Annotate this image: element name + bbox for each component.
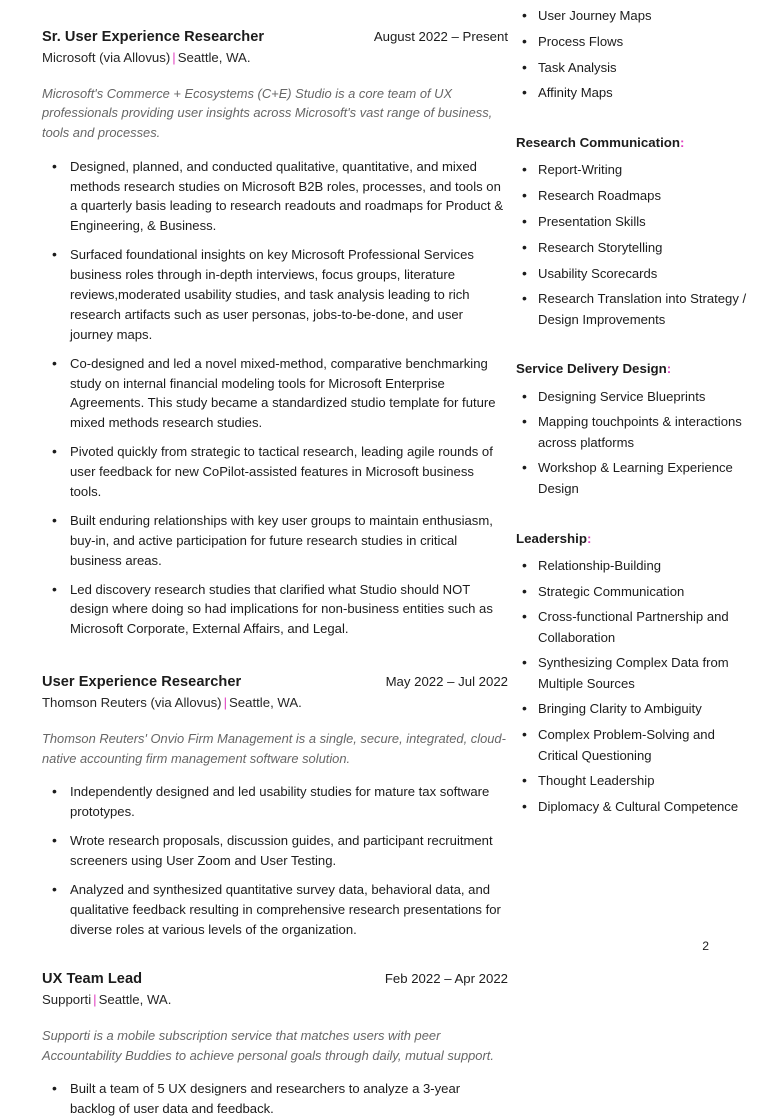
job-dates: August 2022 – Present: [373, 29, 508, 44]
list-item: • Independently designed and led usability studies for mature tax software prototypes.: [42, 782, 508, 822]
list-item: • Process Flows: [516, 32, 747, 52]
job-header-row: [42, 28, 508, 47]
list-item: • Thought Leadership: [516, 771, 747, 791]
job-header-row: [42, 673, 508, 692]
job-title: Sr. User Experience Researcher: [42, 29, 265, 45]
list-item: • Bringing Clarity to Ambiguity: [516, 699, 747, 719]
list-item: • Designing Service Blueprints: [516, 387, 747, 407]
page-number: 2: [702, 939, 709, 953]
list-item: • Diplomacy & Cultural Competence: [516, 797, 747, 817]
list-item: • Research Translation into Strategy / Design Improvements: [516, 289, 747, 330]
job-title: User Experience Researcher: [42, 674, 242, 691]
job-location: Seattle, WA.: [177, 49, 251, 65]
list-item: • User Journey Maps: [516, 6, 747, 26]
list-item: • Workshop & Learning Experience Design: [516, 458, 747, 499]
list-item: • Analyzed and synthesized quantitative survey data, behavioral data, and qualitative feedback resulting in comprehensive research presentations for diverse roles at various levels of the organization.: [42, 880, 508, 940]
job-location: Seattle, WA.: [98, 992, 172, 1008]
list-item: • Usability Scorecards: [516, 264, 747, 284]
list-item: • Co-designed and led a novel mixed-method, comparative benchmarking study on internal financial modeling tools for Microsoft Enterprise Agreements. This study became a standardized studio template for future mixed methods research studies.: [42, 354, 508, 434]
section-spacer: [516, 109, 747, 133]
list-item: • Pivoted quickly from strategic to tactical research, leading agile rounds of user feedback for new CoPilot-assisted features in Microsoft business tools.: [42, 442, 508, 502]
skills-column: [508, 6, 761, 984]
list-item: • Task Analysis: [516, 58, 747, 78]
job-company: Microsoft (via Allovus): [42, 49, 171, 65]
job-bullet-list: [42, 782, 508, 939]
list-item: • Presentation Skills: [516, 212, 747, 232]
skills-continued-list: [516, 6, 747, 104]
job-company-location: [42, 991, 508, 1009]
job-summary: Microsoft's Commerce + Ecosystems (C+E) Studio is a core team of UX professionals providing user insights across Microsoft's vast range of business, tools and processes.: [42, 85, 493, 140]
heading-colon: :: [586, 530, 592, 546]
skills-list: [516, 556, 747, 818]
section-spacer: [42, 948, 508, 970]
list-item: • Designed, planned, and conducted qualitative, quantitative, and mixed methods research studies on Microsoft B2B roles, processes, and tools on a quarterly basis leading to research readouts and roadmaps for Product & Engineering, & Business.: [42, 157, 508, 237]
pipe-separator-icon: |: [93, 992, 97, 1008]
list-item: • Built a team of 5 UX designers and researchers to analyze a 3-year backlog of user data and feedback.: [42, 1079, 508, 1119]
pipe-separator-icon: |: [172, 49, 176, 65]
list-item: • Surfaced foundational insights on key Microsoft Professional Services business roles through in-depth interviews, focus groups, literature reviews,moderated usability studies, and task analysis leading to rich research artifacts such as user personas, jobs-to-be-done, and user journey maps.: [42, 245, 508, 344]
experience-entry: [42, 28, 508, 639]
job-title: UX Team Lead: [42, 971, 143, 988]
pipe-separator-icon: |: [223, 695, 228, 711]
job-bullet-list: [42, 157, 508, 640]
experience-entry: [42, 970, 508, 1119]
job-summary: Supporti is a mobile subscription service that matches users with peer Accountability Buddies to achieve personal goals through daily, mutual support.: [42, 1028, 494, 1063]
job-company-location: [42, 694, 508, 712]
list-item: • Led discovery research studies that clarified what Studio should NOT design where doing so had implications for non-business entities such as Microsoft Corporate, External Affairs, and Legal.: [42, 580, 508, 640]
experience-entry: [42, 673, 508, 939]
job-location: Seattle, WA.: [229, 695, 302, 711]
skills-section-heading-label: Leadership: [516, 530, 587, 546]
job-company-location: [42, 49, 508, 67]
list-item: • Strategic Communication: [516, 582, 747, 602]
section-spacer: [42, 648, 508, 673]
list-item: • Report-Writing: [516, 160, 747, 180]
job-dates: Feb 2022 – Apr 2022: [384, 971, 508, 987]
list-item: • Relationship-Building: [516, 556, 747, 576]
list-item: • Cross-functional Partnership and Collaboration: [516, 607, 747, 648]
list-item: • Wrote research proposals, discussion guides, and participant recruitment screeners using User Zoom and User Testing.: [42, 831, 508, 871]
skills-list: [516, 387, 747, 499]
skills-list: [516, 160, 747, 329]
list-item: • Synthesizing Complex Data from Multiple Sources: [516, 653, 747, 694]
experience-column: [0, 28, 508, 1117]
skills-section-heading: [516, 529, 747, 548]
job-header-row: [42, 970, 508, 989]
skills-section-heading-label: Research Communication: [516, 135, 681, 151]
list-item: • Mapping touchpoints & interactions across platforms: [516, 412, 747, 453]
skills-section-heading: [516, 133, 747, 152]
job-company: Thomson Reuters (via Allovus): [42, 695, 222, 711]
job-bullet-list: [42, 1079, 508, 1119]
list-item: • Affinity Maps: [516, 83, 747, 103]
section-spacer: [516, 335, 747, 359]
heading-colon: :: [680, 135, 685, 151]
job-company: Supporti: [42, 992, 92, 1008]
job-dates: May 2022 – Jul 2022: [385, 674, 508, 690]
skills-section-heading: [516, 359, 747, 378]
section-spacer: [516, 505, 747, 529]
job-summary: Thomson Reuters' Onvio Firm Management is a single, secure, integrated, cloud-native accounting firm management software solution.: [42, 730, 506, 766]
heading-colon: :: [666, 361, 672, 377]
list-item: • Research Roadmaps: [516, 186, 747, 206]
skills-section-heading-label: Service Delivery Design: [516, 361, 667, 377]
list-item: • Complex Problem-Solving and Critical Questioning: [516, 725, 747, 766]
list-item: • Built enduring relationships with key user groups to maintain enthusiasm, buy-in, and active participation for future research studies in critical business areas.: [42, 511, 508, 571]
list-item: • Research Storytelling: [516, 238, 747, 258]
